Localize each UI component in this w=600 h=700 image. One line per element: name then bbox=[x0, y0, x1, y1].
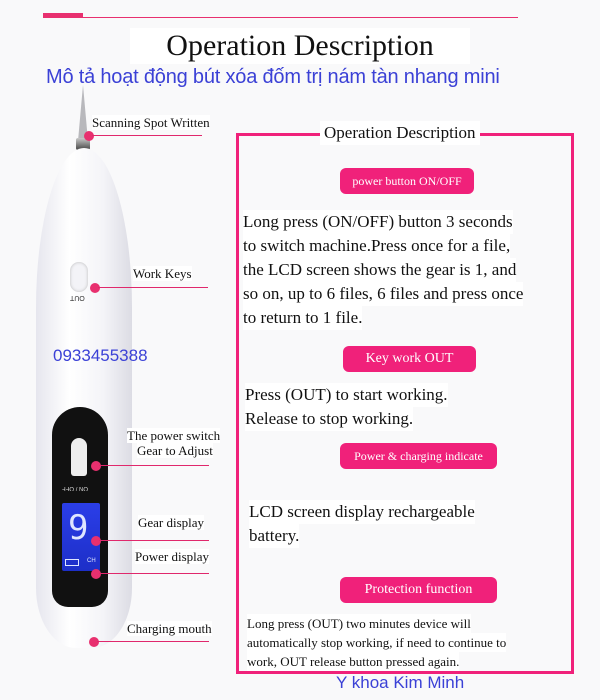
heading-power-button: power button ON/OFF bbox=[340, 168, 474, 194]
callout-work-keys: Work Keys bbox=[133, 266, 192, 281]
text-line: so on, up to 6 files, 6 files and press once bbox=[243, 282, 523, 306]
callout-line bbox=[99, 573, 209, 574]
callout-dot bbox=[91, 461, 101, 471]
brand-watermark: Y khoa Kim Minh bbox=[336, 673, 465, 692]
text-line: automatically stop working, if need to continue to bbox=[247, 635, 507, 650]
power-button bbox=[71, 438, 87, 476]
callout-line bbox=[99, 465, 209, 466]
callout-dot bbox=[89, 637, 99, 647]
callout-charging-mouth: Charging mouth bbox=[127, 621, 212, 636]
callout-line bbox=[97, 641, 209, 642]
text-line: LCD screen display rechargeable bbox=[249, 500, 475, 524]
onoff-label: ON / OFF bbox=[62, 485, 88, 491]
text-line: work, OUT release button pressed again. bbox=[247, 654, 460, 669]
text-line: Press (OUT) to start working. bbox=[245, 383, 448, 407]
text-line: the LCD screen shows the gear is 1, and bbox=[243, 258, 516, 282]
header-divider bbox=[43, 17, 518, 18]
phone-number: 0933455388 bbox=[53, 346, 148, 365]
text-line: Release to stop working. bbox=[245, 407, 413, 431]
callout-scanning-spot: Scanning Spot Written bbox=[92, 115, 210, 130]
out-label: OUT bbox=[70, 294, 85, 301]
out-button bbox=[70, 262, 88, 292]
callout-dot bbox=[91, 536, 101, 546]
text-line: Long press (ON/OFF) button 3 seconds bbox=[243, 210, 513, 234]
page-title: Operation Description bbox=[130, 28, 470, 64]
callout-dot bbox=[84, 131, 94, 141]
charge-indicator: CH bbox=[87, 558, 96, 564]
heading-power-charging: Power & charging indicate bbox=[340, 443, 497, 469]
text-line: battery. bbox=[249, 524, 299, 548]
text-line: to return to 1 file. bbox=[243, 306, 362, 330]
callout-dot bbox=[91, 569, 101, 579]
heading-protection: Protection function bbox=[340, 577, 497, 603]
callout-dot bbox=[90, 283, 100, 293]
callout-gear-display: Gear display bbox=[138, 515, 205, 530]
heading-key-work-out: Key work OUT bbox=[343, 346, 476, 372]
text-line: Long press (OUT) two minutes device will bbox=[247, 616, 471, 631]
text-line: to switch machine.Press once for a file, bbox=[243, 234, 510, 258]
panel-title: Operation Description bbox=[320, 121, 480, 145]
callout-line bbox=[98, 287, 208, 288]
callout-power-switch: The power switch bbox=[127, 428, 221, 443]
gear-digit: 9 bbox=[68, 508, 89, 548]
callout-gear-adjust: Gear to Adjust bbox=[137, 443, 213, 458]
callout-power-display: Power display bbox=[135, 549, 210, 564]
battery-icon bbox=[65, 559, 79, 566]
page-subtitle: Mô tả hoạt động bút xóa đốm trị nám tàn nhang mini bbox=[46, 66, 500, 88]
callout-line bbox=[92, 135, 202, 136]
callout-line bbox=[99, 540, 209, 541]
